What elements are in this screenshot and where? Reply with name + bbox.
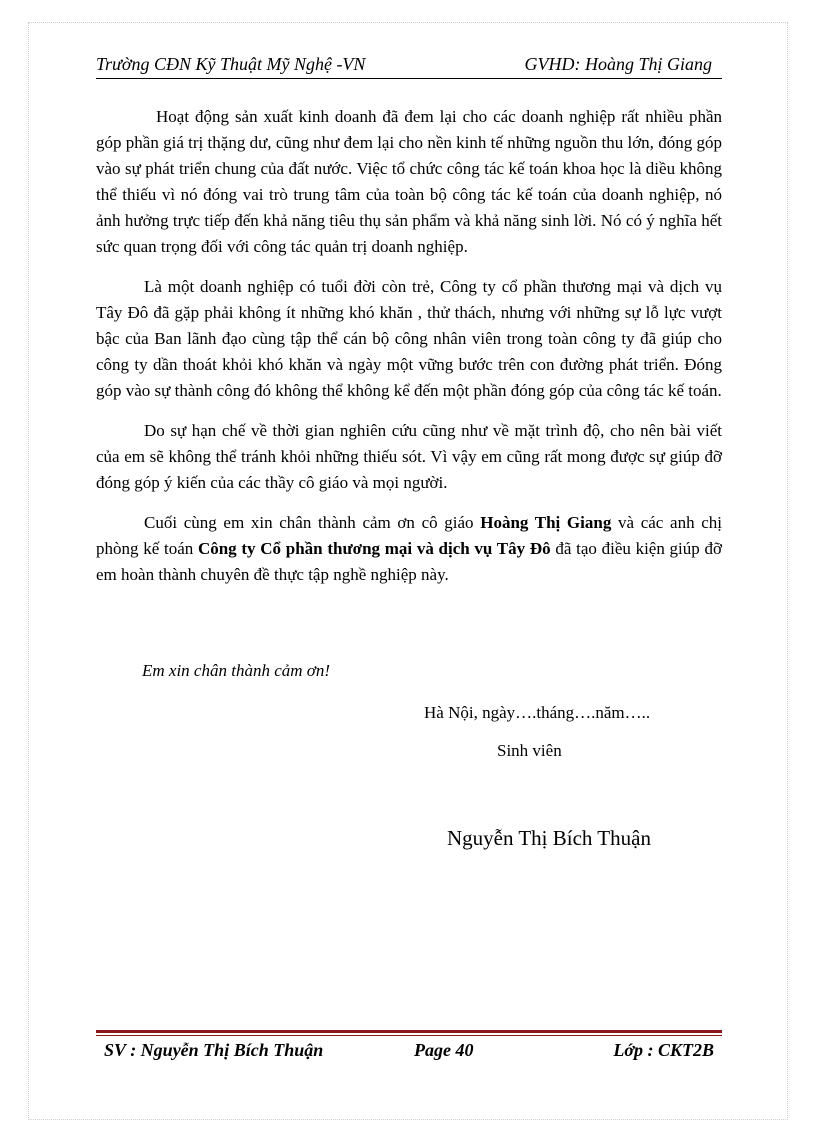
signer-role: Sinh viên: [497, 741, 562, 760]
closing-text-3: đã tạo điều kiện giúp đỡ em hoàn thành chuyên đề thực tập nghề nghiệp này.: [96, 539, 722, 584]
page-footer: [96, 1040, 722, 1064]
footer-rule-thick: [96, 1030, 722, 1033]
footer-rule-thin: [96, 1035, 722, 1036]
teacher-name: Hoàng Thị Giang: [480, 513, 612, 532]
footer-page-number: Page 40: [414, 1040, 474, 1060]
closing-text-1: Cuối cùng em xin chân thành cảm ơn cô giáo: [144, 513, 481, 532]
document-body: [96, 104, 722, 602]
date-line: Hà Nội, ngày….tháng….năm…..: [424, 703, 651, 722]
footer-student: SV : Nguyễn Thị Bích Thuận: [104, 1040, 324, 1060]
paragraph-1: Hoạt động sản xuất kinh doanh đã đem lại cho các doanh nghiệp rất nhiều phần góp phần giá trị thặng dư, cũng như đem lại cho nền kinh tế những nguồn thu lớn, đóng góp vào sự phát triển chung của đất nước. Việc tổ chức công tác kế toán khoa học là diều không thể thiếu vì nó đóng vai trò trung tâm của toàn bộ công tác kế toán của doanh nghiệp, nó ảnh hưởng trực tiếp đến khả năng tiêu thụ sản phẩm và khả năng sinh lời. Nó có ý nghĩa hết sức quan trọng đối với công tác quản trị doanh nghiệp.: [96, 107, 722, 256]
closing-text-2: và các anh chị phòng kế toán: [96, 513, 722, 558]
student-signature-name: Nguyễn Thị Bích Thuận: [447, 826, 651, 850]
header-advisor: GVHD: Hoàng Thị Giang: [524, 54, 712, 74]
page-header: [96, 52, 722, 79]
paragraph-3: Do sự hạn chế về thời gian nghiên cứu cũng như về mặt trình độ, cho nên bài viết của em sẽ không thể tránh khỏi những thiếu sót. Vì vậy em cũng rất mong được sự giúp đỡ đóng góp ý kiến của các thầy cô giáo và mọi người.: [96, 421, 722, 492]
paragraph-closing: [96, 510, 722, 588]
company-name: Công ty Cổ phần thương mại và dịch vụ Tây Đô: [197, 539, 551, 558]
paragraph-2: Là một doanh nghiệp có tuổi đời còn trẻ, Công ty cổ phần thương mại và dịch vụ Tây Đô đã gặp phải không ít những khó khăn , thử thách, nhưng với những sự lỗ lực vượt bậc của Ban lãnh đạo cùng tập thể cán bộ công nhân viên trong toàn công ty đã giúp cho công ty dần thoát khỏi khó khăn và ngày một vững bước trên con đường phát triển. Đóng góp vào sự thành công đó không thể không kể đến một phần đóng góp của công tác kế toán.: [96, 277, 722, 400]
footer-class: Lớp : CKT2B: [613, 1040, 714, 1060]
thanks-line: Em xin chân thành cảm ơn!: [142, 661, 331, 680]
header-school: Trường CĐN Kỹ Thuật Mỹ Nghệ -VN: [96, 54, 366, 74]
